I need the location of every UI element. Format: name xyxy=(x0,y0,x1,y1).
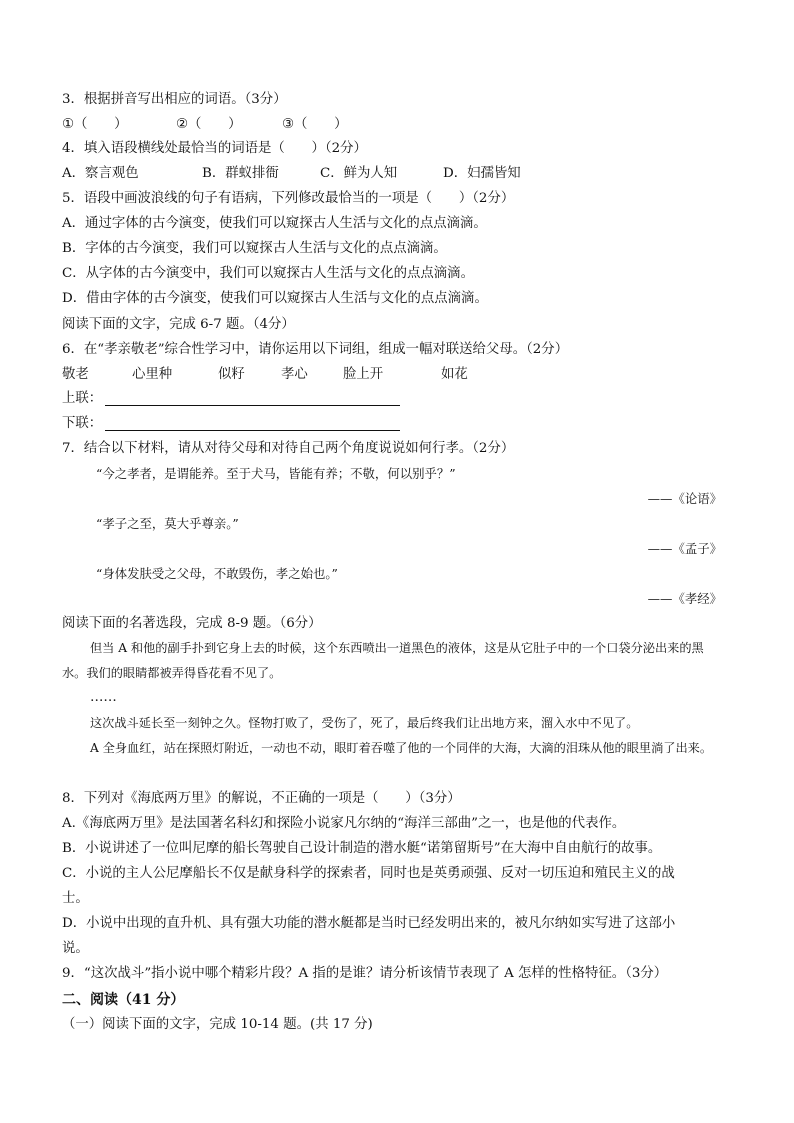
lower-couplet-label: 下联： xyxy=(62,416,103,431)
q8-option-d: D．小说中出现的直升机、具有强大功能的潜水艇都是当时已经发明出来的，被凡尔纳如实写进了这部小 xyxy=(62,916,676,931)
quote-lunyu: “今之孝者，是谓能养。至于犬马，皆能有养；不敬，何以别乎？” xyxy=(96,466,456,481)
q5-option-c: C．从字体的古今演变中，我们可以窥探古人生活与文化的点点滴滴。 xyxy=(62,266,474,281)
q3-blank-2: ②（ ） xyxy=(176,117,242,132)
excerpt-paragraph-1: 但当 A 和他的副手扑到它身上去的时候，这个东西喷出一道黑色的液体，这是从它肚子中的一个口袋分泌出来的黑水。我们的眼睛都被弄得昏花看不见了。 xyxy=(62,641,704,680)
excerpt-ellipsis: …… xyxy=(90,690,117,705)
q6-word-2: 心里种 xyxy=(132,367,173,382)
q6-stem: 6．在“孝亲敬老”综合性学习中，请你运用以下词组，组成一幅对联送给父母。（2分） xyxy=(62,342,569,357)
q8-option-b: B．小说讲述了一位叫尼摩的船长驾驶自己设计制造的潜水艇“诺第留斯号”在大海中自由航行的故事。 xyxy=(62,841,662,856)
quote-mengzi: “孝子之至，莫大乎尊亲。” xyxy=(96,516,239,531)
reading-instruction-6-7: 阅读下面的文字，完成 6-7 题。（4分） xyxy=(62,317,295,332)
upper-couplet-line xyxy=(105,405,400,406)
q4-option-c: C．鲜为人知 xyxy=(320,166,398,181)
excerpt-paragraph-2: 这次战斗延长至一刻钟之久。怪物打败了，受伤了，死了，最后终我们让出地方来，溜入水中不见了。 xyxy=(90,716,639,730)
q5-stem: 5．语段中画波浪线的句子有语病，下列修改最恰当的一项是（ ）（2分） xyxy=(62,191,515,206)
q8-option-d-cont: 说。 xyxy=(62,941,89,956)
q4-option-d: D．妇孺皆知 xyxy=(443,166,521,181)
q8-option-c: C．小说的主人公尼摩船长不仅是献身科学的探索者，同时也是英勇顽强、反对一切压迫和殖民主义的战 xyxy=(62,866,675,881)
reading-instruction-8-9: 阅读下面的名著选段，完成 8-9 题。（6分） xyxy=(62,616,322,631)
q6-word-4: 孝心 xyxy=(281,367,308,382)
source-lunyu: ——《论语》 xyxy=(647,491,722,506)
upper-couplet-label: 上联： xyxy=(62,391,103,406)
q5-option-b: B．字体的古今演变，我们可以窥探古人生活与文化的点点滴滴。 xyxy=(62,241,447,256)
q5-option-d: D．借由字体的古今演变，使我们可以窥探古人生活与文化的点点滴滴。 xyxy=(62,291,488,306)
section-2-heading: 二、阅读（41 分） xyxy=(62,992,185,1008)
excerpt-paragraph-3: A 全身血红，站在探照灯附近，一动也不动，眼盯着吞噬了他的一个同伴的大海，大滴的泪珠从他的眼里淌了出来。 xyxy=(90,741,713,755)
q3-blank-3: ③（ ） xyxy=(282,117,348,132)
q5-option-a: A．通过字体的古今演变，使我们可以窥探古人生活与文化的点点滴滴。 xyxy=(62,216,487,231)
q4-option-a: A．察言观色 xyxy=(62,166,139,181)
lower-couplet-line xyxy=(105,430,400,431)
q8-stem: 8．下列对《海底两万里》的解说，不正确的一项是（ ）（3分） xyxy=(62,791,461,806)
source-mengzi: ——《孟子》 xyxy=(647,541,722,556)
source-xiaojing: ——《孝经》 xyxy=(647,591,722,606)
q6-word-5: 脸上开 xyxy=(343,367,384,382)
q6-word-1: 敬老 xyxy=(62,367,89,382)
q8-option-c-cont: 士。 xyxy=(62,891,89,906)
section-2-subheading: （一）阅读下面的文字，完成 10-14 题。(共 17 分) xyxy=(62,1017,373,1032)
q3-stem: 3．根据拼音写出相应的词语。（3分） xyxy=(62,92,287,107)
q4-stem: 4．填入语段横线处最恰当的词语是（ ）（2分） xyxy=(62,141,367,156)
q8-option-a: A.《海底两万里》是法国著名科幻和探险小说家凡尔纳的“海洋三部曲”之一，也是他的代表作。 xyxy=(62,816,626,831)
quote-xiaojing: “身体发肤受之父母，不敢毁伤，孝之始也。” xyxy=(96,566,338,581)
q9-stem: 9．“这次战斗”指小说中哪个精彩片段？A 指的是谁？请分析该情节表现了 A 怎样的性格特征。（3分） xyxy=(62,966,668,981)
q6-word-6: 如花 xyxy=(441,367,468,382)
q3-blank-1: ①（ ） xyxy=(62,117,128,132)
q4-option-b: B．群蚁排衙 xyxy=(202,166,279,181)
q7-stem: 7．结合以下材料，请从对待父母和对待自己两个角度说说如何行孝。（2分） xyxy=(62,441,515,456)
q6-word-3: 似籽 xyxy=(218,367,245,382)
